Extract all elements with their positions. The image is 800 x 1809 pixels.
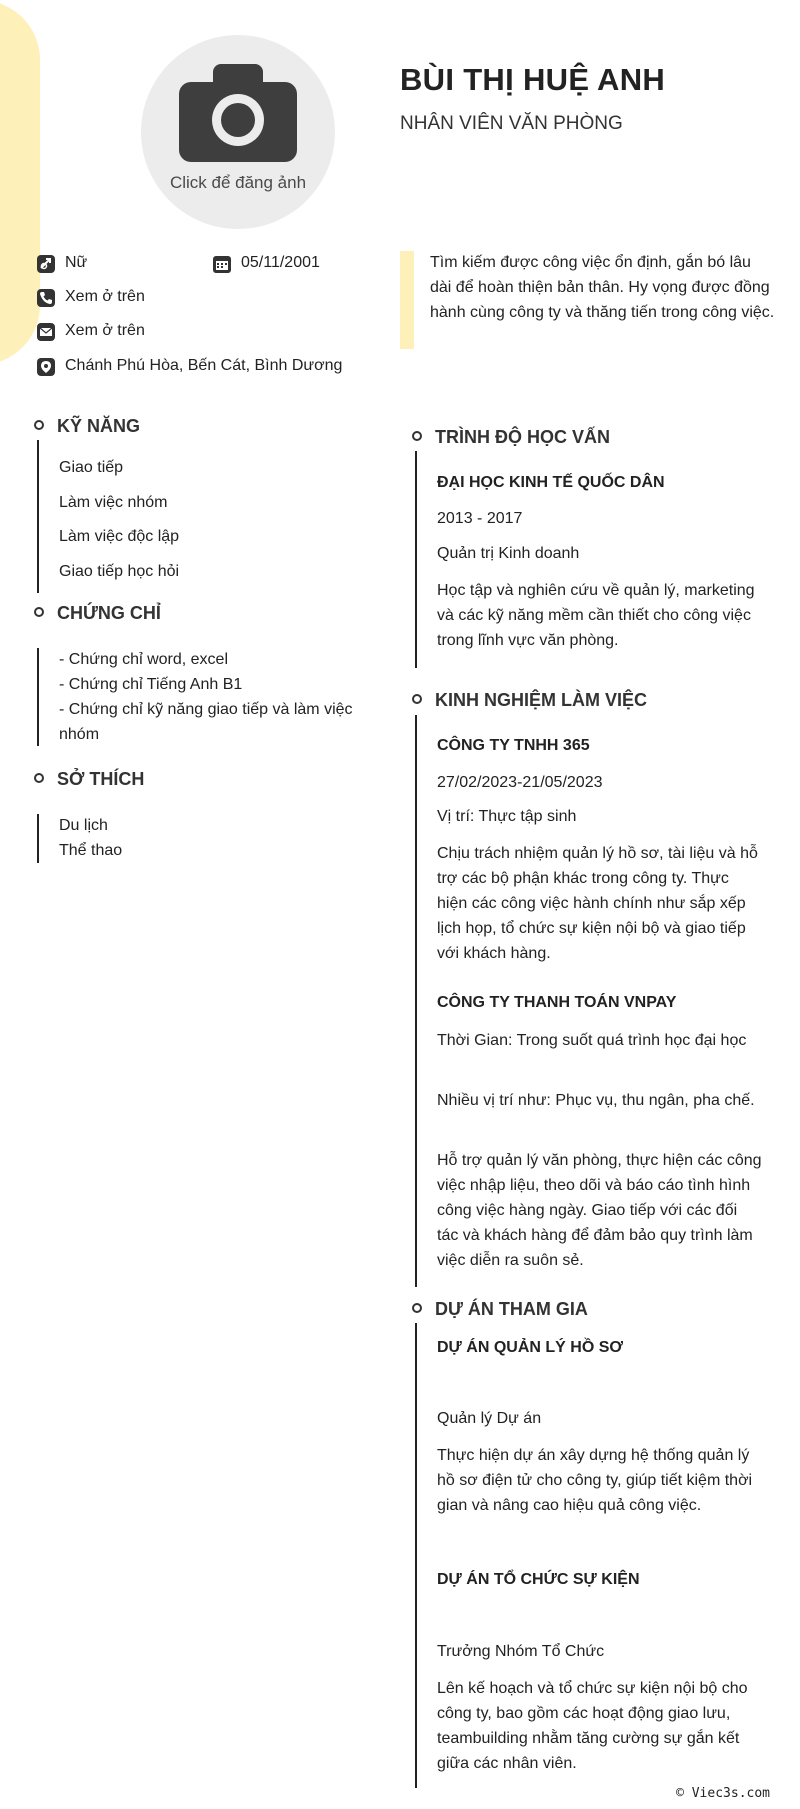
education-description: Học tập và nghiên cứu về quản lý, marketing và các kỹ năng mềm cần thiết cho công việc trong lĩnh vực văn phòng. — [437, 582, 755, 649]
company-name: CÔNG TY THANH TOÁN VNPAY — [437, 994, 677, 1011]
phone-icon — [37, 289, 55, 307]
job-time: 27/02/2023-21/05/2023 — [437, 774, 603, 791]
hobby-item: Thể thao — [59, 842, 123, 859]
job-description: Hỗ trợ quản lý văn phòng, thực hiện các công việc nhập liệu, theo dõi và báo cáo tình hình công việc hàng ngày. Giao tiếp với các đối tác và khách hàng để đảm bảo quy trình làm việc diễn ra suôn sẻ. — [437, 1152, 762, 1269]
job-position: NHÂN VIÊN VĂN PHÒNG — [400, 113, 623, 134]
objective-accent-bar — [400, 251, 414, 349]
education-bullet — [412, 431, 422, 441]
phone-value: Xem ở trên — [65, 288, 145, 305]
skills-title: KỸ NĂNG — [57, 416, 141, 436]
experience-title: KINH NGHIỆM LÀM VIỆC — [435, 690, 648, 710]
projects-line — [415, 1323, 417, 1788]
hobbies-bullet — [34, 773, 44, 783]
project-role: Quản lý Dự án — [437, 1410, 542, 1427]
skill-item: Làm việc độc lập — [59, 528, 180, 545]
experience-line — [415, 715, 417, 1287]
certificates-bullet — [34, 607, 44, 617]
job-time: Thời Gian: Trong suốt quá trình học đại học — [437, 1032, 747, 1049]
certificates-title: CHỨNG CHỈ — [57, 603, 161, 623]
skill-item: Giao tiếp học hỏi — [59, 563, 180, 580]
email-value: Xem ở trên — [65, 322, 145, 339]
certificate-item: - Chứng chỉ Tiếng Anh B1 — [59, 676, 243, 693]
education-major: Quản trị Kinh doanh — [437, 545, 580, 562]
photo-upload-label: Click để đăng ảnh — [169, 173, 307, 192]
project-description: Lên kế hoạch và tổ chức sự kiện nội bộ cho công ty, bao gồm các hoạt động giao lưu, teambuilding nhằm tăng cường sự gắn kết giữa các nhân viên. — [437, 1680, 748, 1772]
project-name: DỰ ÁN TỔ CHỨC SỰ KIỆN — [437, 1571, 640, 1588]
projects-bullet — [412, 1303, 422, 1313]
full-name: BÙI THỊ HUỆ ANH — [400, 62, 666, 97]
hobbies-title: SỞ THÍCH — [57, 769, 145, 789]
projects-title: DỰ ÁN THAM GIA — [435, 1299, 588, 1319]
school-name: ĐẠI HỌC KINH TẾ QUỐC DÂN — [437, 474, 665, 491]
birthday-value: 05/11/2001 — [241, 254, 320, 271]
skills-bullet — [34, 420, 44, 430]
company-name: CÔNG TY TNHH 365 — [437, 737, 590, 754]
education-years: 2013 - 2017 — [437, 510, 523, 527]
decorative-arc — [0, 0, 40, 365]
project-role: Trưởng Nhóm Tổ Chức — [437, 1643, 605, 1660]
calendar-icon — [213, 255, 231, 273]
job-role: Nhiều vị trí như: Phục vụ, thu ngân, pha chế. — [437, 1092, 755, 1109]
skill-item: Giao tiếp — [59, 459, 124, 476]
skills-line — [37, 440, 39, 593]
gender-value: Nữ — [65, 254, 88, 271]
avatar-upload[interactable] — [141, 35, 335, 229]
mail-icon — [37, 323, 55, 341]
project-description: Thực hiện dự án xây dựng hệ thống quản lý hồ sơ điện tử cho công ty, giúp tiết kiệm thời gian và nâng cao hiệu quả công việc. — [437, 1447, 753, 1514]
hobby-item: Du lịch — [59, 817, 108, 834]
certificate-item: - Chứng chỉ kỹ năng giao tiếp và làm việc nhóm — [59, 701, 353, 743]
certificate-item: - Chứng chỉ word, excel — [59, 651, 228, 668]
skill-item: Làm việc nhóm — [59, 494, 168, 511]
job-description: Chịu trách nhiệm quản lý hồ sơ, tài liệu và hỗ trợ các bộ phận khác trong công ty. Thực hiện các công việc hành chính như sắp xếp lịch họp, tổ chức sự kiện nội bộ và giao tiếp với khách hàng. — [437, 845, 758, 962]
camera-icon — [179, 62, 297, 162]
job-role: Vị trí: Thực tập sinh — [437, 808, 577, 825]
address-value: Chánh Phú Hòa, Bến Cát, Bình Dương — [65, 357, 343, 374]
education-title: TRÌNH ĐỘ HỌC VẤN — [435, 427, 610, 447]
education-line — [415, 451, 417, 668]
gender-icon — [37, 255, 55, 273]
experience-bullet — [412, 694, 422, 704]
career-objective: Tìm kiếm được công việc ổn định, gắn bó lâu dài để hoàn thiện bản thân. Hy vọng được đồng hành cùng công ty và thăng tiến trong công việc. — [430, 254, 775, 321]
hobbies-line — [37, 814, 39, 863]
project-name: DỰ ÁN QUẢN LÝ HỒ SƠ — [437, 1339, 624, 1356]
footer-copyright: © Viec3s.com — [676, 1786, 770, 1801]
certificates-line — [37, 648, 39, 746]
location-pin-icon — [37, 358, 55, 376]
